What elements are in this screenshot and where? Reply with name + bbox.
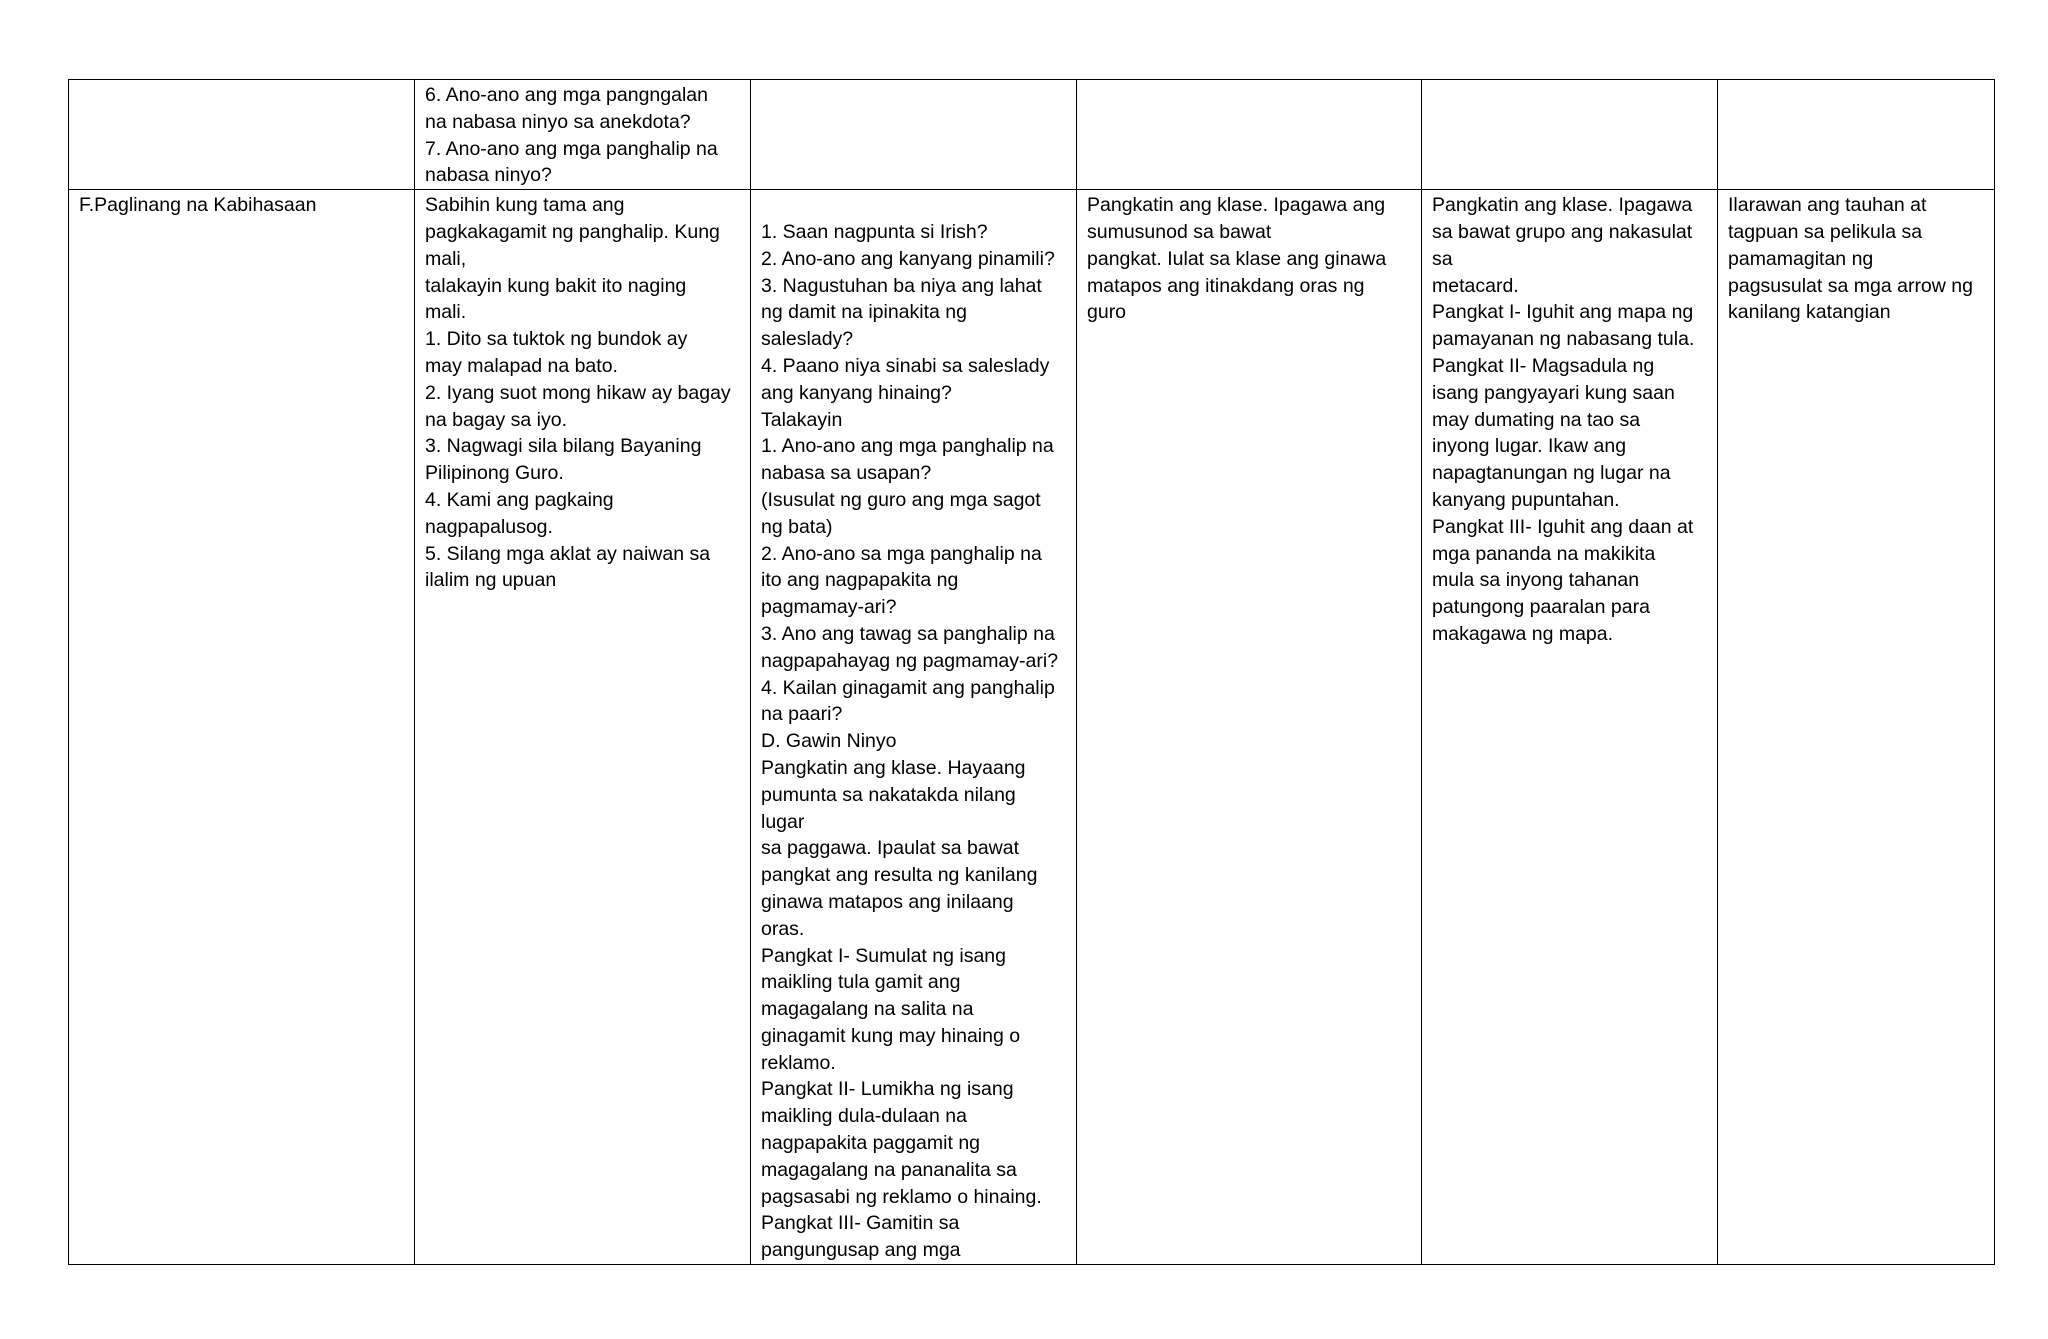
cell-text-line: 5. Silang mga aklat ay naiwan sa (425, 542, 711, 565)
cell-text-line: nagpapalusog. (425, 515, 553, 538)
cell-text-line: Pangkat III- Gamitin sa (761, 1212, 960, 1235)
cell-text-line: sumusunod sa bawat (1087, 220, 1272, 243)
lesson-plan-table (68, 79, 1995, 1265)
cell-text-line: mali. (425, 301, 467, 324)
table-cell-group-task-column (1077, 190, 1422, 1265)
cell-text-line: kanyang pupuntahan. (1432, 488, 1620, 511)
cell-text-line: Pangkat I- Sumulat ng isang (761, 944, 1006, 967)
cell-text-line: pumunta sa nakatakda nilang (761, 783, 1016, 806)
cell-text-line: 3. Nagustuhan ba niya ang lahat (761, 274, 1042, 297)
cell-text-line: nagpapakita paggamit ng (761, 1132, 981, 1155)
table-cell-questions-column (751, 190, 1077, 1265)
cell-text-line: na paari? (761, 703, 843, 726)
table-cell-group-work-column (1422, 190, 1718, 1265)
cell-text-line: 4. Paano niya sinabi sa saleslady (761, 354, 1050, 377)
cell-text-line: 1. Dito sa tuktok ng bundok ay (425, 328, 688, 351)
cell-text-line: Pangkatin ang klase. Ipagawa (1432, 194, 1693, 217)
table-row (69, 80, 1995, 190)
cell-text-line: magagalang na pananalita sa (761, 1158, 1017, 1181)
table-cell-activity-column (415, 190, 751, 1265)
cell-text-line: talakayin kung bakit ito naging (425, 274, 687, 297)
cell-text-line: F.Paglinang na Kabihasaan (79, 194, 317, 217)
cell-text-line (761, 192, 1066, 219)
cell-text-line: pangungusap ang mga (761, 1239, 961, 1262)
cell-text-line: oras. (761, 917, 805, 940)
cell-text-line: ilalim ng upuan (425, 569, 557, 592)
cell-text-line: kanilang katangian (1728, 301, 1891, 324)
cell-text-line: metacard. (1432, 274, 1519, 297)
cell-text-line: 1. Ano-ano ang mga panghalip na (761, 435, 1054, 458)
cell-text-line: patungong paaralan para (1432, 596, 1650, 619)
cell-text-line: isang pangyayari kung saan (1432, 381, 1675, 404)
table-cell-group-task-column (1077, 80, 1422, 190)
cell-text-line: ginawa matapos ang inilaang (761, 890, 1014, 913)
cell-text-line: 2. Ano-ano ang kanyang pinamili? (761, 247, 1055, 270)
cell-text-line: Pilipinong Guro. (425, 462, 564, 485)
cell-text-line: ginagamit kung may hinaing o (761, 1024, 1021, 1047)
cell-text-line: sa (1432, 247, 1453, 270)
cell-text-line: maikling tula gamit ang (761, 971, 961, 994)
cell-text-line: makagawa ng mapa. (1432, 622, 1614, 645)
cell-text-line: na bagay sa iyo. (425, 408, 568, 431)
cell-text-line: Pangkatin ang klase. Ipagawa ang (1087, 194, 1386, 217)
cell-text-line: nagpapahayag ng pagmamay-ari? (761, 649, 1059, 672)
cell-text-line: 1. Saan nagpunta si Irish? (761, 220, 988, 243)
cell-text-line: (Isusulat ng guro ang mga sagot (761, 488, 1041, 511)
cell-text-line: pangkat ang resulta ng kanilang (761, 864, 1038, 887)
cell-text-line: mula sa inyong tahanan (1432, 569, 1640, 592)
cell-text-line: tagpuan sa pelikula sa (1728, 220, 1923, 243)
cell-text-line: saleslady? (761, 328, 854, 351)
cell-text-line: ang kanyang hinaing? (761, 381, 952, 404)
cell-text-line: 7. Ano-ano ang mga panghalip na (425, 137, 718, 160)
cell-text-line: pagsusulat sa mga arrow ng (1728, 274, 1973, 297)
cell-text-line: pagmamay-ari? (761, 596, 897, 619)
cell-text-line: lugar (761, 810, 805, 833)
cell-text-line: Sabihin kung tama ang (425, 194, 625, 217)
cell-text-line: D. Gawin Ninyo (761, 730, 897, 753)
table-cell-activity-column (415, 80, 751, 190)
table-cell-application-column (1718, 80, 1995, 190)
cell-text-line: 3. Nagwagi sila bilang Bayaning (425, 435, 702, 458)
cell-text-line: pagkakagamit ng panghalip. Kung (425, 220, 720, 243)
cell-text-line: matapos ang itinakdang oras ng (1087, 274, 1365, 297)
cell-text-line: reklamo. (761, 1051, 836, 1074)
cell-text-line: maikling dula-dulaan na (761, 1105, 967, 1128)
cell-text-line: sa paggawa. Ipaulat sa bawat (761, 837, 1020, 860)
cell-text-line: 3. Ano ang tawag sa panghalip na (761, 622, 1055, 645)
cell-text-line: Pangkatin ang klase. Hayaang (761, 756, 1026, 779)
cell-text-line: mga pananda na makikita (1432, 542, 1656, 565)
cell-text-line: Talakayin (761, 408, 843, 431)
cell-text-line: pamamagitan ng (1728, 247, 1874, 270)
cell-text-line: Pangkat II- Magsadula ng (1432, 354, 1655, 377)
table-row (69, 190, 1995, 1265)
cell-text-line: pangkat. Iulat sa klase ang ginawa (1087, 247, 1387, 270)
cell-text-line: may malapad na bato. (425, 354, 618, 377)
cell-text-line: 6. Ano-ano ang mga pangngalan (425, 84, 708, 106)
cell-text-line: ng damit na ipinakita ng (761, 301, 967, 324)
cell-text-line: 4. Kailan ginagamit ang panghalip (761, 676, 1055, 699)
table-cell-section-column (69, 190, 415, 1265)
cell-text-line: sa bawat grupo ang nakasulat (1432, 220, 1693, 243)
table-cell-questions-column (751, 80, 1077, 190)
cell-text-line: guro (1087, 301, 1127, 324)
cell-text-line: pamayanan ng nabasang tula. (1432, 328, 1695, 351)
table-cell-application-column (1718, 190, 1995, 1265)
cell-text-line: magagalang na salita na (761, 998, 974, 1021)
cell-text-line: Pangkat II- Lumikha ng isang (761, 1078, 1014, 1101)
cell-text-line: napagtanungan ng lugar na (1432, 462, 1671, 485)
cell-text-line: Pangkat I- Iguhit ang mapa ng (1432, 301, 1694, 324)
cell-text-line: mali, (425, 247, 467, 270)
cell-text-line: 2. Ano-ano sa mga panghalip na (761, 542, 1042, 565)
cell-text-line: ng bata) (761, 515, 833, 538)
cell-text-line: 2. Iyang suot mong hikaw ay bagay (425, 381, 731, 404)
cell-text-line: inyong lugar. Ikaw ang (1432, 435, 1627, 458)
table-cell-group-work-column (1422, 80, 1718, 190)
cell-text-line: Ilarawan ang tauhan at (1728, 194, 1927, 217)
table-cell-section-column (69, 80, 415, 190)
cell-text-line: Pangkat III- Iguhit ang daan at (1432, 515, 1694, 538)
cell-text-line: may dumating na tao sa (1432, 408, 1641, 431)
cell-text-line: nabasa ninyo? (425, 164, 552, 187)
cell-text-line: pagsasabi ng reklamo o hinaing. (761, 1185, 1042, 1208)
cell-text-line: ito ang nagpapakita ng (761, 569, 959, 592)
cell-text-line: na nabasa ninyo sa anekdota? (425, 110, 691, 133)
cell-text-line: nabasa sa usapan? (761, 462, 932, 485)
cell-text-line: 4. Kami ang pagkaing (425, 488, 614, 511)
